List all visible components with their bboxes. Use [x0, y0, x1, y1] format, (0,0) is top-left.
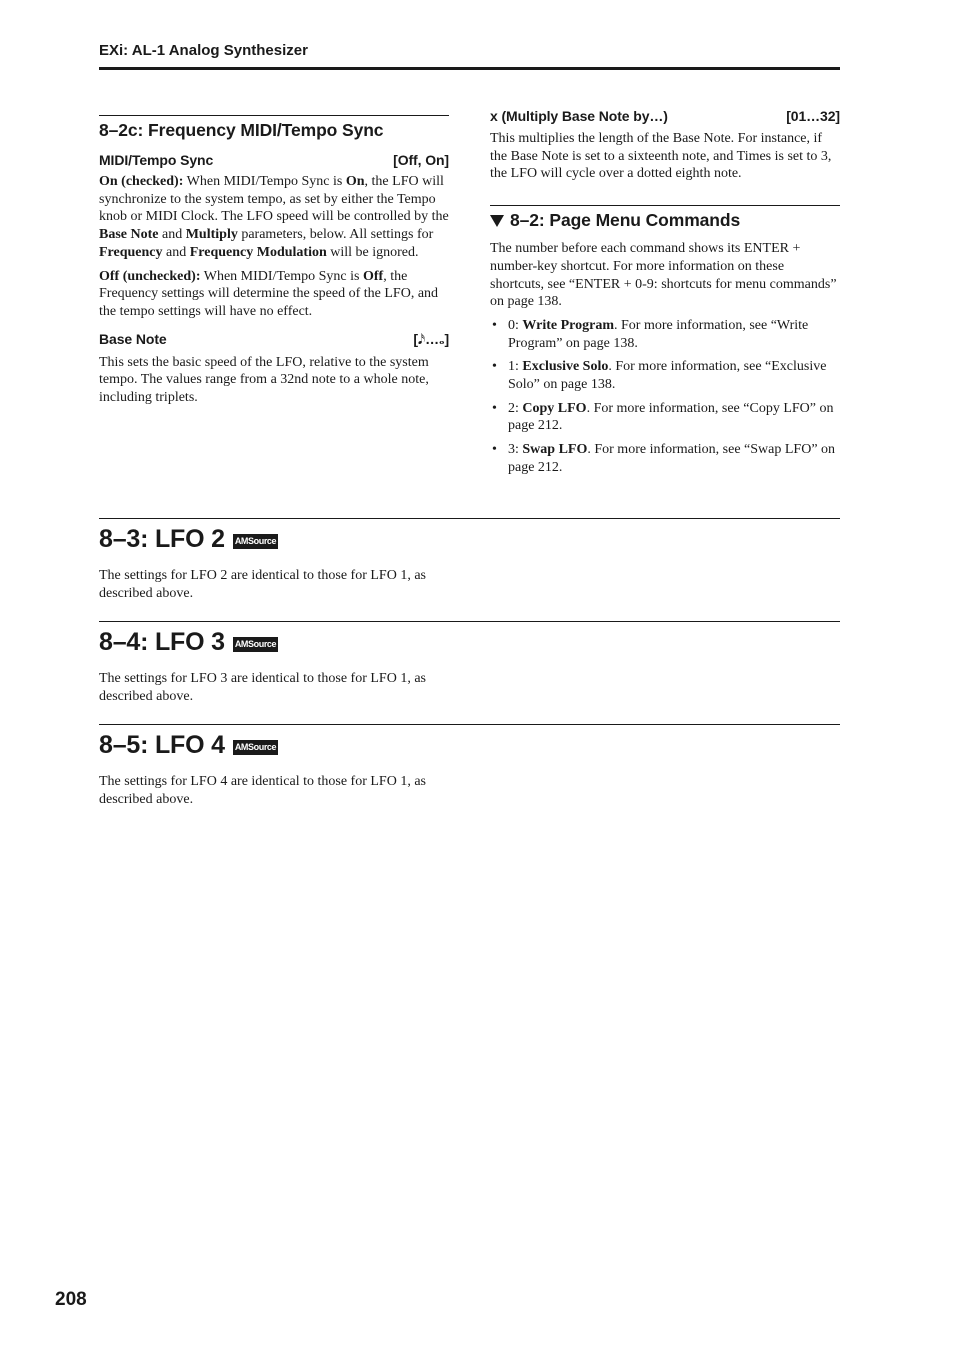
command-reference: . For more information, see “Swap LFO” on page 212.: [508, 442, 836, 475]
shortcut-number: 1:: [508, 359, 523, 375]
section-lfo-4: [99, 724, 840, 808]
menu-commands-label: 8–2: Page Menu Commands: [510, 210, 741, 231]
section-text: The settings for LFO 4 are identical to those for LFO 1, as described above.: [99, 774, 426, 807]
shortcut-number: 3:: [508, 442, 523, 458]
text-run: When MIDI/Tempo Sync is: [200, 268, 363, 284]
right-column: [490, 108, 840, 477]
text-run: , the Frequency settings will determine the speed of the LFO, and the tempo settings will have no effect.: [99, 268, 439, 319]
text-run: and: [158, 227, 186, 243]
param-range: [413, 331, 449, 349]
bold-term: Off: [362, 268, 384, 284]
subsection-rule: [490, 205, 840, 206]
param-range: [01…32]: [786, 108, 840, 124]
page-number: 208: [55, 1289, 87, 1310]
section-title-text: 8–3: LFO 2: [99, 525, 225, 553]
param-name: x (Multiply Base Note by…): [490, 108, 668, 124]
text-run: When MIDI/Tempo Sync is: [183, 174, 346, 189]
section-rule: [99, 518, 840, 519]
bullet-icon: •: [492, 400, 497, 416]
running-head: EXi: AL-1 Analog Synthesizer: [99, 42, 308, 59]
section-lfo-3: [99, 621, 840, 705]
bold-term: Off (unchecked):: [99, 268, 201, 284]
command-name: Copy LFO: [522, 400, 587, 416]
bullet-icon: •: [492, 442, 497, 458]
text-run: This sets the basic speed of the LFO, relative to the system tempo. The values range from a 32nd note to a whole note, including triplets.: [99, 354, 429, 406]
section-rule: [99, 724, 840, 725]
menu-intro: The number before each command shows its ENTER + number-key shortcut. For more information on these shortcuts, see “ENTER + 0-9: shortcuts for menu commands” on page 138.: [490, 241, 837, 310]
section-title: [99, 731, 840, 760]
command-name: Swap LFO: [522, 442, 588, 458]
text-run: , the LFO will synchronize to the system tempo, as set by either the Tempo knob or MIDI Clock. The LFO speed will be controlled by the: [99, 174, 449, 225]
command-name: Write Program: [522, 317, 615, 333]
menu-command-list: [490, 317, 840, 477]
section-text: The settings for LFO 2 are identical to those for LFO 1, as described above.: [99, 568, 426, 601]
command-reference: . For more information, see “Write Program” on page 138.: [508, 317, 809, 351]
list-item: [490, 441, 840, 476]
subsection-title: 8–2c: Frequency MIDI/Tempo Sync: [99, 120, 384, 140]
amsource-badge: AMSource: [233, 534, 278, 549]
param-heading-multiply: [490, 108, 840, 124]
shortcut-number: 2:: [508, 400, 523, 416]
text-run: parameters, below. All settings for: [237, 227, 434, 243]
shortcut-number: 0:: [508, 317, 523, 333]
bold-term: On: [345, 174, 365, 189]
param-heading-base-note: [99, 331, 449, 349]
text-run: will be ignored.: [326, 244, 419, 260]
whole-note-icon: 𝅝: [438, 332, 445, 348]
bold-term: Base Note: [99, 227, 159, 243]
section-title: [99, 525, 840, 554]
section-text: The settings for LFO 3 are identical to those for LFO 1, as described above.: [99, 671, 426, 704]
menu-commands-title: [490, 210, 840, 231]
section-title: [99, 628, 840, 657]
range-close: ]: [444, 330, 449, 347]
command-reference: . For more information, see “Exclusive Solo” on page 138.: [508, 359, 827, 393]
left-column: [99, 115, 449, 407]
text-run: and: [162, 244, 190, 260]
range-ellipsis: …: [425, 330, 439, 347]
bold-term: On (checked):: [99, 174, 184, 189]
thirty-second-note-icon: 𝅘𝅥𝅯: [417, 332, 426, 348]
section-rule: [99, 621, 840, 622]
list-item: [490, 317, 840, 352]
section-title-text: 8–4: LFO 3: [99, 628, 225, 656]
bullet-icon: •: [492, 317, 497, 333]
param-name: Base Note: [99, 330, 167, 347]
amsource-badge: AMSource: [233, 740, 278, 755]
range-open: [: [413, 330, 418, 347]
list-item: [490, 358, 840, 393]
command-reference: . For more information, see “Copy LFO” on page 212.: [508, 400, 834, 434]
triangle-down-icon: [490, 215, 504, 227]
paragraph-off-unchecked: [99, 268, 449, 321]
list-item: [490, 400, 840, 435]
bold-term: Frequency: [99, 244, 163, 260]
bold-term: Frequency Modulation: [189, 244, 327, 260]
param-range: [Off, On]: [393, 152, 449, 168]
param-heading-midi-tempo-sync: [99, 152, 449, 168]
bold-term: Multiply: [185, 227, 238, 243]
paragraph-multiply: This multiplies the length of the Base Note. For instance, if the Base Note is set to a sixteenth note, and Times is set to 3, the LFO will cycle over a dotted eighth note.: [490, 131, 832, 182]
subsection-rule: [99, 115, 449, 116]
header-rule: [99, 67, 840, 70]
bullet-icon: •: [492, 359, 497, 375]
paragraph-on-checked: [99, 173, 449, 262]
section-title-text: 8–5: LFO 4: [99, 731, 225, 759]
param-name: MIDI/Tempo Sync: [99, 152, 214, 168]
section-lfo-2: [99, 518, 840, 602]
command-name: Exclusive Solo: [522, 359, 609, 375]
amsource-badge: AMSource: [233, 637, 278, 652]
paragraph-base-note: [99, 354, 449, 407]
